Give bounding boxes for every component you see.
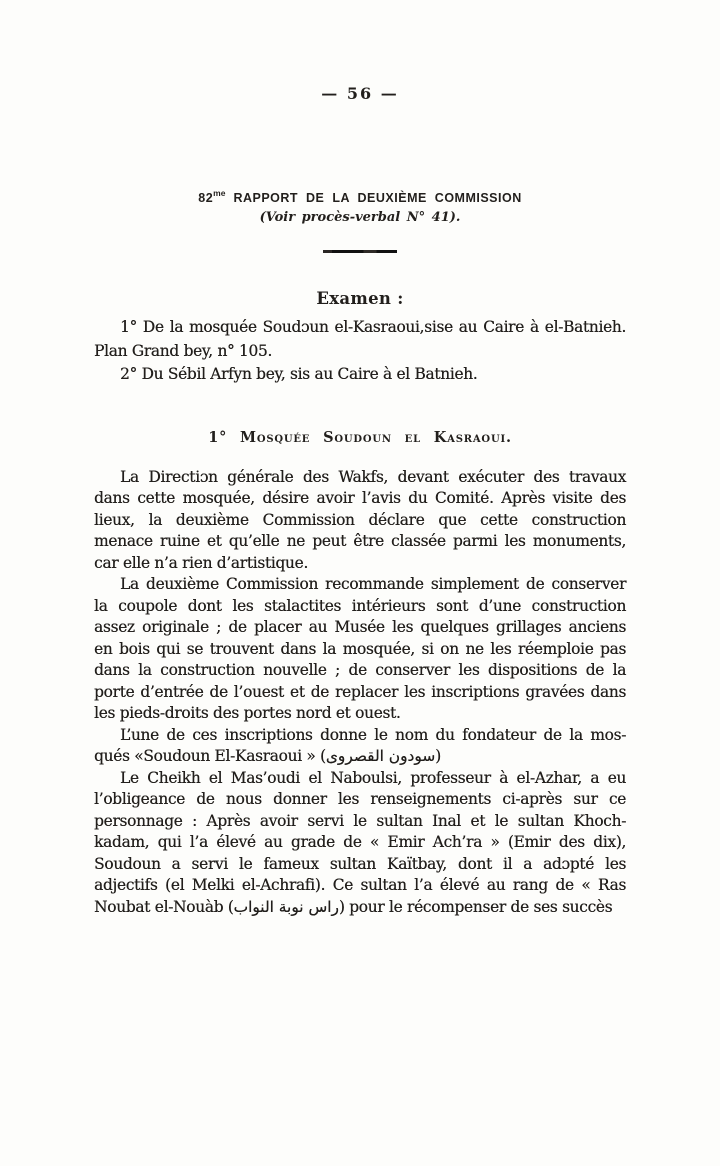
text-line: qués «Soudoun El-Kasraoui » (سودون القصروى) (94, 747, 441, 766)
text-line: Noubat el-Nouàb (راس نوبة النواب) pour le récompenser de ses succès (94, 897, 613, 916)
text-line: Plan Grand bey, n° 105. (94, 341, 273, 360)
text-line: dans cette mosquée, désire avoir l’avis du Comité. Après visite des (94, 489, 626, 508)
text-line: assez originale ; de placer au Musée les quelques grillages anciens (94, 618, 626, 637)
paragraph-4 (94, 768, 626, 919)
examen-item-1 (94, 316, 626, 363)
text-line: menace ruine et qu’elle ne peut être classée parmi les monuments, (94, 532, 626, 551)
report-title-text: RAPPORT DE LA DEUXIÈME COMMISSION (233, 191, 522, 206)
text-line: porte d’entrée de l’ouest et de replacer les inscriptions gravées dans (94, 682, 626, 701)
paragraph-2 (94, 574, 626, 725)
text-line: La deuxième Commission recommande simplement de conserver (120, 575, 626, 594)
section-heading: 1° Mosquée Soudoun el Kasraoui. (208, 428, 512, 446)
text-line: Soudoun a servi le fameux sultan Kaïtbay, dont il a adɔpté les (94, 854, 626, 873)
text-line: car elle n’a rien d’artistique. (94, 553, 308, 572)
paragraph-1 (94, 467, 626, 575)
report-body (94, 467, 626, 919)
text-line: Le Cheikh el Mas’oudi el Naboulsi, professeur à el-Azhar, a eu (120, 768, 626, 787)
text-line: dans la construction nouvelle ; de conserver les dispositions de la (94, 661, 626, 680)
text-line: les pieds-droits des portes nord et ouest. (94, 704, 401, 723)
text-line: en bois qui se trouvent dans la mosquée, si on ne les réemploie pas (94, 639, 626, 658)
text-line: L’une de ces inscriptions donne le nom du fondateur de la mos- (120, 725, 626, 744)
report-number: 82 (198, 191, 214, 206)
examen-heading: Examen : (316, 289, 404, 309)
text-line: personnage : Après avoir servi le sultan Inal et le sultan Khoch- (94, 811, 626, 830)
report-number-ordinal: me (213, 188, 226, 198)
text-line: 1° De la mosquée Soudɔun el-Kasraoui,sise au Caire à el-Batnieh. (120, 318, 626, 337)
text-line: La Directiɔn générale des Wakfs, devant exécuter des travaux (120, 467, 626, 486)
examen-item-list (94, 316, 626, 387)
text-line: l’obligeance de nous donner les renseignements ci-après sur ce (94, 790, 626, 809)
report-title (0, 186, 720, 206)
text-line: adjectifs (el Melki el-Achrafi). Ce sultan l’a élevé au rang de « Ras (94, 876, 626, 895)
text-line: 2° Du Sébil Arfyn bey, sis au Caire à el Batnieh. (120, 365, 478, 384)
text-line: lieux, la deuxième Commission déclare que cette construction (94, 510, 626, 529)
paragraph-3 (94, 725, 626, 768)
examen-item-2 (94, 363, 626, 387)
section-divider (323, 250, 397, 253)
report-reference: (Voir procès-verbal N° 41). (259, 210, 461, 226)
text-line: la coupole dont les stalactites intérieurs sont d’une construction (94, 596, 626, 615)
page-number: — 56 — (321, 84, 399, 103)
text-line: kadam, qui l’a élevé au grade de « Emir Ach’ra » (Emir des dix), (94, 833, 626, 852)
document-page (0, 84, 720, 1166)
